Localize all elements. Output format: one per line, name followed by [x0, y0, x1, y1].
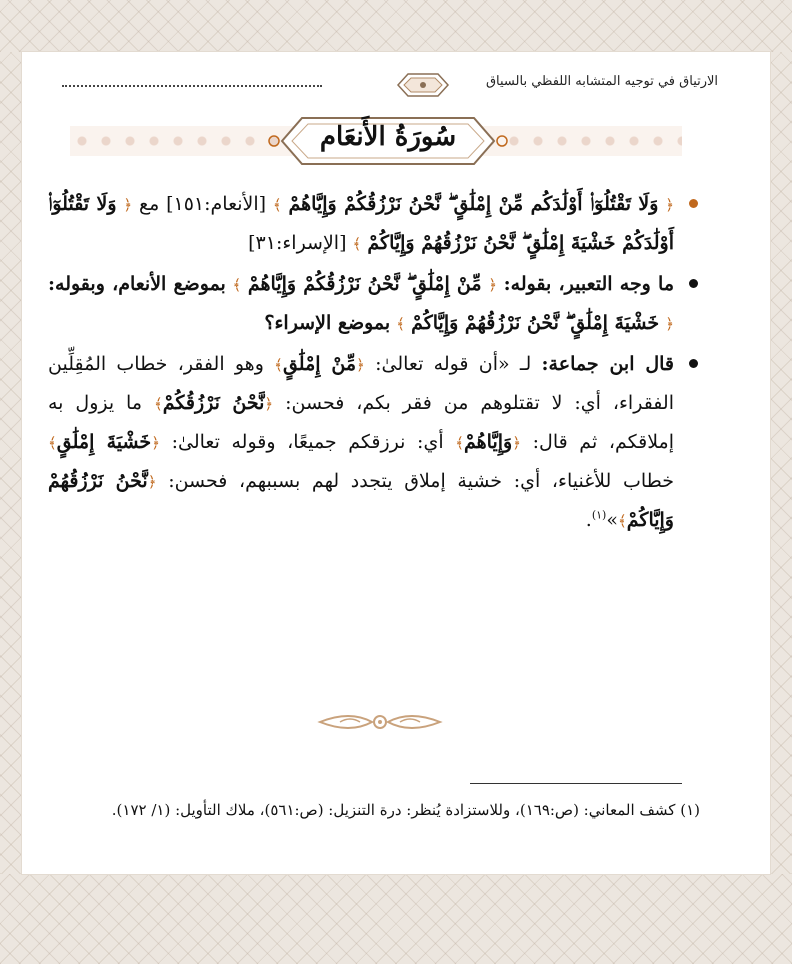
border-pattern-bottom	[0, 874, 792, 964]
question-lead: ما وجه التعبير، بقوله:	[503, 273, 675, 295]
ornate-bracket-close-icon: ﴾	[232, 276, 242, 294]
ornate-bracket-open-icon: ﴿	[665, 196, 675, 214]
ornate-bracket-open-icon: ﴿	[123, 196, 133, 214]
header-ornament-icon	[394, 70, 452, 100]
quran-verse: نَّحْنُ نَرْزُقُكُمْ	[162, 392, 265, 414]
ornate-bracket-close-icon: ﴾	[396, 315, 406, 333]
bullet-icon	[689, 359, 698, 368]
quran-verse: مِّنْ إِمْلَٰقٍ	[282, 353, 357, 375]
quran-verse: وَإِيَّاهُمْ	[464, 431, 513, 453]
ornate-bracket-open-icon: ﴿	[147, 473, 157, 491]
question-item-2	[48, 265, 700, 343]
running-header	[62, 70, 752, 100]
ornate-bracket-close-icon: ﴾	[274, 356, 283, 374]
border-pattern-right	[770, 52, 792, 874]
quran-verse: وَلَا تَقْتُلُوٓا۟ أَوْلَٰدَكُم مِّنْ إِمْلَٰقٍ ۖ نَّحْنُ نَرْزُقُكُمْ وَإِيَّاهُمْ	[288, 193, 659, 215]
book-title: الارتياق في توجيه المتشابه اللفظي بالسياق	[485, 74, 719, 89]
ornate-bracket-open-icon: ﴿	[264, 395, 274, 413]
ornate-bracket-close-icon: ﴾	[455, 434, 465, 452]
answer-text: لـ «أن قوله تعالىٰ:	[375, 353, 532, 375]
period: .	[585, 509, 592, 531]
quran-verse: مِّنْ إِمْلَٰقٍ ۖ نَّحْنُ نَرْزُقُكُمْ وَإِيَّاهُمْ	[247, 273, 482, 295]
quote-close: »	[606, 509, 618, 531]
connector-text: مع	[138, 193, 160, 215]
footnote-rule	[470, 783, 682, 784]
surah-title: سُورَةُ الأَنعَام	[319, 122, 457, 152]
header-dotted-rule	[62, 85, 322, 87]
ornate-bracket-open-icon: ﴿	[512, 434, 522, 452]
quran-verse: خَشْيَةَ إِمْلَٰقٍ	[56, 431, 152, 453]
quran-verse: وَلَا تَقْتُلُوٓا۟ أَوْلَٰدَكُمْ خَشْيَةَ إِمْلَٰقٍ ۖ نَّحْنُ نَرْزُقُهُمْ وَإِيَّاكُمْ	[48, 193, 674, 254]
quran-verse: خَشْيَةَ إِمْلَٰقٍ ۖ نَّحْنُ نَرْزُقُهُمْ وَإِيَّاكُمْ	[411, 312, 660, 334]
answer-text: وهو الفقر، خطاب المُقِلِّين الفقراء، أي: لا تقتلوهم من فقر بكم، فحسن:	[48, 353, 674, 414]
answer-text: خطاب للأغنياء، أي: خشية إملاق يتجدد لهم بسببهم، فحسن:	[168, 470, 674, 492]
footnote: (١) كشف المعاني: (ص:١٦٩)، وللاستزادة يُنظر: درة التنزيل: (ص:٥٦١)، ملاك التأويل: (١/ ١٧٢).	[111, 801, 700, 819]
ornate-bracket-close-icon: ﴾	[352, 235, 362, 253]
ornate-bracket-close-icon: ﴾	[617, 512, 627, 530]
verse-reference: [الأنعام:١٥١]	[166, 193, 267, 215]
border-pattern-left	[0, 52, 22, 874]
divider-ornament-icon	[310, 702, 450, 742]
ornate-bracket-open-icon: ﴿	[356, 356, 365, 374]
ornate-bracket-open-icon: ﴿	[488, 276, 497, 294]
bullet-icon	[689, 199, 698, 208]
bullet-icon	[689, 279, 698, 288]
answer-text: أي: نرزقكم جميعًا، وقوله تعالىٰ:	[171, 431, 444, 453]
answer-text: ما يزول به إملاقكم، ثم قال:	[48, 392, 674, 453]
footnote-reference[interactable]: (١)	[591, 508, 607, 522]
answer-item-3	[48, 345, 700, 540]
ornate-bracket-close-icon: ﴾	[48, 434, 57, 452]
question-item-1	[48, 185, 700, 263]
border-pattern-top	[0, 0, 792, 52]
ornate-bracket-close-icon: ﴾	[153, 395, 163, 413]
ornate-bracket-open-icon: ﴿	[151, 434, 160, 452]
quran-verse: نَّحْنُ نَرْزُقُهُمْ وَإِيَّاكُمْ	[48, 470, 674, 531]
ornate-bracket-close-icon: ﴾	[272, 196, 282, 214]
question-text: بموضع الأنعام، وبقوله:	[48, 273, 226, 295]
question-text: بموضع الإسراء؟	[264, 312, 391, 334]
answer-lead: قال ابن جماعة:	[541, 353, 674, 375]
verse-reference: [الإسراء:٣١]	[248, 232, 347, 254]
ornate-bracket-open-icon: ﴿	[665, 315, 674, 333]
main-text	[48, 185, 700, 542]
